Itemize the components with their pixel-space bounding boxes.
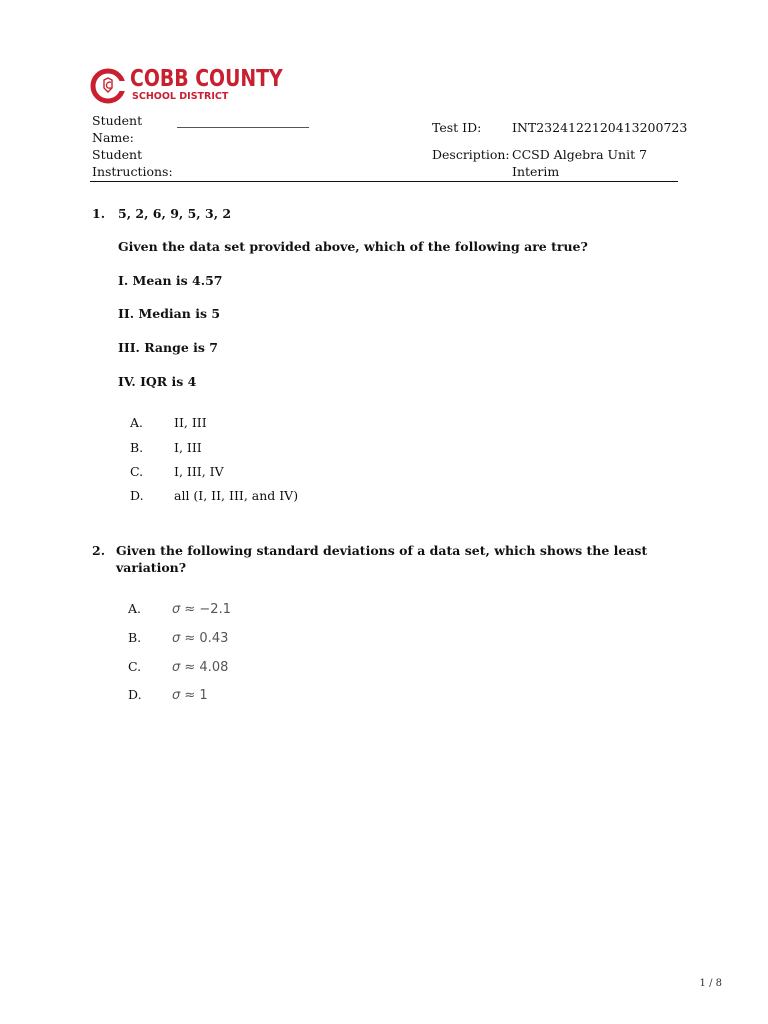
page-number: 1 / 8: [699, 978, 722, 989]
question-1-statement-1: I. Mean is 4.57: [118, 273, 223, 288]
question-2-option-b[interactable]: [172, 630, 228, 647]
description-value-line1: CCSD Algebra Unit 7: [512, 147, 648, 162]
question-2-option-d[interactable]: [172, 687, 208, 704]
question-1-prompt: Given the data set provided above, which of the following are true?: [118, 239, 588, 254]
sigma-symbol: σ: [172, 631, 181, 646]
student-instructions-label-line2: Instructions:: [92, 164, 173, 179]
question-1-option-b[interactable]: I, III: [174, 440, 202, 455]
sigma-symbol: σ: [172, 602, 181, 617]
question-2-option-b-value: ≈ 0.43: [184, 631, 229, 646]
sigma-symbol: σ: [172, 688, 181, 703]
question-1-statement-3: III. Range is 7: [118, 340, 218, 355]
question-1-statement-2: II. Median is 5: [118, 306, 221, 321]
question-2-option-a-letter[interactable]: A.: [128, 601, 142, 616]
student-name-label-line2: Name:: [92, 130, 134, 145]
test-id-value: INT2324122120413200723: [512, 120, 688, 135]
question-2-prompt-line2: variation?: [116, 560, 187, 575]
question-2-option-b-letter[interactable]: B.: [128, 630, 142, 645]
logo-title: COBB COUNTY: [130, 66, 283, 92]
student-name-blank[interactable]: [177, 127, 309, 128]
question-2-option-d-value: ≈ 1: [184, 688, 208, 703]
district-logo: [90, 66, 283, 106]
question-1-option-c[interactable]: I, III, IV: [174, 464, 224, 479]
student-instructions-label-line1: Student: [92, 147, 143, 162]
description-value-line2: Interim: [512, 164, 560, 179]
question-1-option-a-letter[interactable]: A.: [130, 415, 144, 430]
sigma-symbol: σ: [172, 660, 181, 675]
district-seal-icon: [90, 68, 126, 104]
question-2-option-c-value: ≈ 4.08: [184, 660, 229, 675]
question-1-statement-4: IV. IQR is 4: [118, 374, 197, 389]
test-id-label: Test ID:: [432, 120, 482, 135]
question-2-option-a[interactable]: [172, 601, 231, 618]
question-2-prompt-line1: Given the following standard deviations of a data set, which shows the least: [116, 543, 648, 558]
question-2-option-c-letter[interactable]: C.: [128, 659, 142, 674]
question-2-option-c[interactable]: [172, 659, 228, 676]
student-instructions-label: [92, 146, 173, 180]
question-2-prompt: [116, 542, 647, 576]
question-1-option-a[interactable]: II, III: [174, 415, 207, 430]
question-1-option-c-letter[interactable]: C.: [130, 464, 144, 479]
header-divider: [90, 181, 678, 182]
question-2-number: 2.: [92, 543, 106, 558]
question-2-option-a-value: ≈ −2.1: [184, 602, 231, 617]
student-name-label: [92, 112, 142, 146]
description-label: Description:: [432, 147, 510, 162]
question-1-option-b-letter[interactable]: B.: [130, 440, 144, 455]
question-1-option-d[interactable]: all (I, II, III, and IV): [174, 488, 299, 503]
student-name-label-line1: Student: [92, 113, 143, 128]
question-1-data-set: 5, 2, 6, 9, 5, 3, 2: [118, 206, 232, 221]
question-1-option-d-letter[interactable]: D.: [130, 488, 144, 503]
logo-subtitle: SCHOOL DISTRICT: [132, 91, 229, 102]
question-2-option-d-letter[interactable]: D.: [128, 687, 142, 702]
description-value: [512, 146, 647, 180]
question-1-number: 1.: [92, 206, 106, 221]
